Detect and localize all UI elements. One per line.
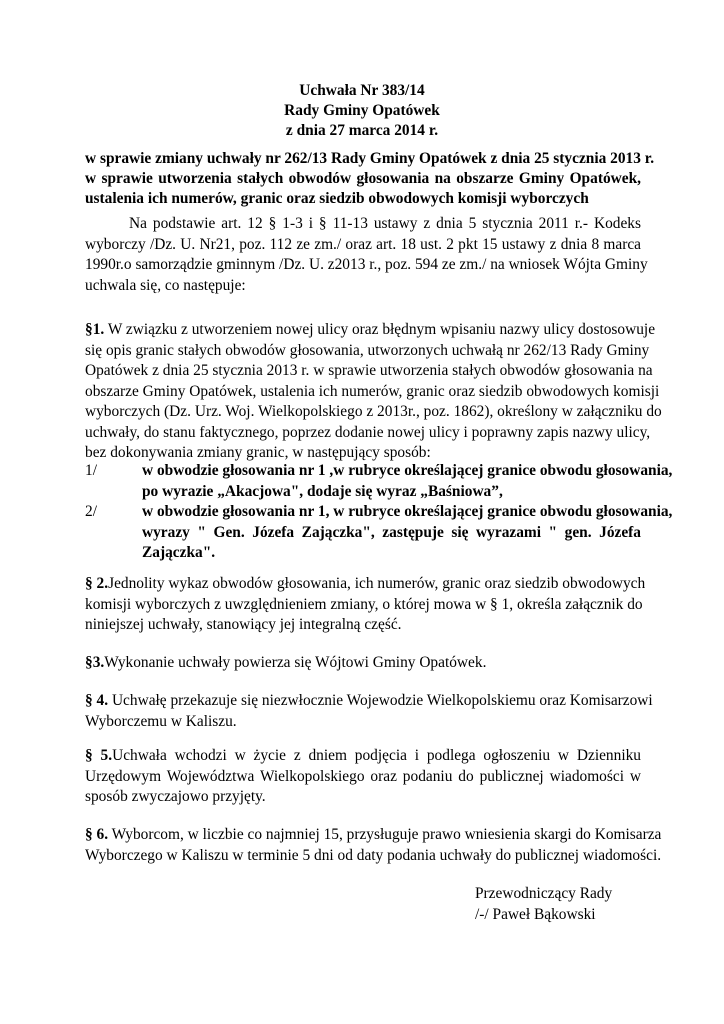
subject-line: w sprawie utworzenia stałych obwodów głosowania na obszarze Gminy Opatówek, — [85, 170, 641, 187]
section-6 — [85, 825, 662, 866]
section-4-line: Uchwałę przekazuje się niezwłocznie Wojewodzie Wielkopolskiemu oraz Komisarzowi — [108, 692, 653, 709]
resolution-date: z dnia 27 marca 2014 r. — [285, 122, 439, 139]
section-3-line: Wykonanie uchwały powierza się Wójtowi Gminy Opatówek. — [104, 654, 487, 671]
section-5-line: Urzędowym Województwa Wielkopolskiego oraz podaniu do publicznej wiadomości w — [85, 767, 641, 785]
section-2-mark: § 2. — [85, 575, 109, 592]
section-1-line: się opis granic stałych obwodów głosowania, utworzonych uchwałą nr 262/13 Rady Gminy — [85, 341, 650, 359]
subject-line: w sprawie zmiany uchwały nr 262/13 Rady Gminy Opatówek z dnia 25 stycznia 2013 r. — [85, 150, 655, 167]
list-item-line: wyrazy " Gen. Józefa Zajączka", zastępuje się wyrazami " gen. Józefa — [142, 523, 641, 541]
section-2-line: Jednolity wykaz obwodów głosowania, ich numerów, granic oraz siedzib obwodowych — [108, 575, 646, 592]
signatory-title: Przewodniczący Rady — [475, 885, 613, 902]
section-2-line: niniejszej uchwały, stanowiący jej integralną część. — [85, 616, 402, 633]
section-1-line: W związku z utworzeniem nowej ulicy oraz błędnym wpisaniu nazwy ulicy dostosowuje — [104, 321, 656, 338]
section-1-line: bez dokonywania zmiany granic, w następujący sposób: — [85, 444, 431, 461]
signature-block — [475, 884, 612, 925]
list-item-line: w obwodzie głosowania nr 1, w rubryce określającej granice obwodu głosowania, — [142, 503, 673, 520]
section-1-line: obszarze Gminy Opatówek, ustalenia ich numerów, granic oraz siedzib obwodowych komisji — [85, 382, 660, 400]
preamble — [85, 214, 648, 296]
section-6-line: Wyborcom, w liczbie co najmniej 15, przysługuje prawo wniesienia skargi do Komisarza — [108, 826, 662, 843]
preamble-line: wyborczy /Dz. U. Nr21, poz. 112 ze zm./ oraz art. 18 ust. 2 pkt 15 ustawy z dnia 8 marca — [85, 235, 641, 253]
section-3-mark: §3. — [85, 654, 105, 671]
section-1-line: uchwały, do stanu faktycznego, poprzez dodanie nowej ulicy i poprawny zapis nazwy ulicy, — [85, 423, 651, 441]
section-4-mark: § 4. — [85, 692, 109, 709]
list-item-line: w obwodzie głosowania nr 1 ,w rubryce określającej granice obwodu głosowania, — [142, 462, 673, 479]
preamble-line: 1990r.o samorządzie gminnym /Dz. U. z2013 r., poz. 594 ze zm./ na wniosek Wójta Gminy — [85, 256, 648, 273]
resolution-header — [0, 81, 724, 141]
section-5-mark: § 5. — [85, 747, 113, 764]
section-5 — [85, 746, 641, 808]
council-name: Rady Gminy Opatówek — [284, 102, 440, 119]
section-6-mark: § 6. — [85, 826, 109, 843]
section-4 — [85, 691, 653, 732]
list-item-line: po wyrazie „Akacjowa", dodaje się wyraz „Baśniowa”, — [142, 482, 503, 500]
section-4-line: Wyborczemu w Kaliszu. — [85, 712, 237, 730]
resolution-number: Uchwała Nr 383/14 — [299, 82, 425, 99]
section-5-line: sposób zwyczajowo przyjęty. — [85, 788, 266, 805]
section-5-line: Uchwała wchodzi w życie z dniem podjęcia i podlega ogłoszeniu w Dzienniku — [112, 747, 641, 764]
preamble-line: Na podstawie art. 12 § 1-3 i § 11-13 ustawy z dnia 5 stycznia 2011 r.- Kodeks — [129, 215, 641, 232]
section-3 — [85, 653, 641, 674]
section-1-mark: §1. — [85, 321, 105, 338]
section-1-line: Opatówek z dnia 25 stycznia 2013 r. w sprawie utworzenia stałych obwodów głosowania na — [85, 362, 653, 379]
section-2-line: komisji wyborczych z uwzględnieniem zmiany, o której mowa w § 1, określa załącznik do — [85, 595, 643, 613]
signatory-name: /-/ Paweł Bąkowski — [475, 905, 596, 923]
section-1 — [85, 320, 662, 464]
section-2 — [85, 574, 646, 636]
section-6-line: Wyborczego w Kaliszu w terminie 5 dni od daty podania uchwały do publicznej wiadomości. — [85, 846, 662, 864]
resolution-subject — [85, 149, 655, 209]
section-1-line: wyborczych (Dz. Urz. Woj. Wielkopolskiego z 2013r., poz. 1862), określony w załączniku do — [85, 403, 662, 420]
list-item-number: 1/ — [85, 462, 97, 479]
subject-line: ustalenia ich numerów, granic oraz siedzib obwodowych komisji wyborczych — [85, 190, 589, 207]
list-item-number: 2/ — [85, 503, 97, 520]
preamble-line: uchwala się, co następuje: — [85, 276, 246, 294]
list-item-line: Zajączka". — [142, 544, 216, 561]
